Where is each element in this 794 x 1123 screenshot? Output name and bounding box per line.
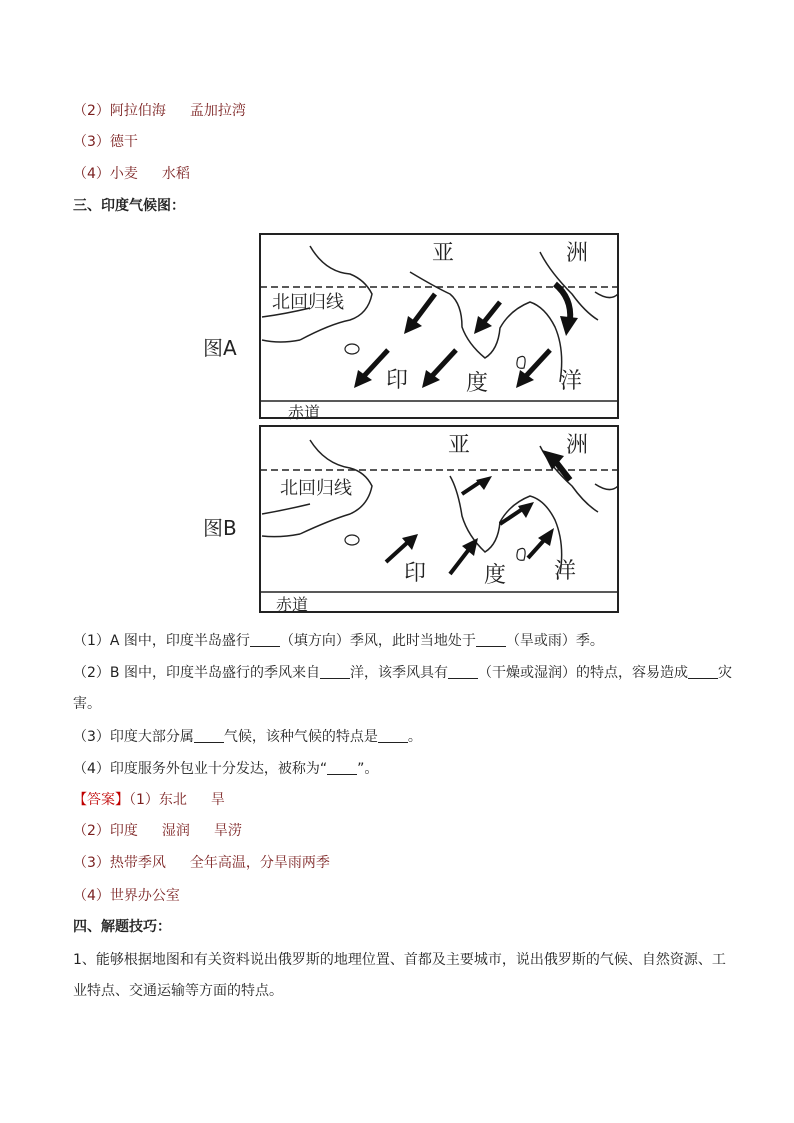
answer-line-3 — [73, 132, 138, 152]
label-asia-2: 洲 — [566, 241, 589, 266]
section-4-paragraph-line-2: 业特点、交通运输等方面的特点。 — [73, 983, 283, 999]
answer-blank[interactable] — [476, 632, 506, 647]
label-tropic: 北回归线 — [280, 478, 352, 499]
answer-2: （2）印度 湿润 旱涝 — [73, 823, 242, 839]
section-4-title: 四、解题技巧： — [73, 919, 171, 935]
answer-label: 【答案】 — [73, 792, 129, 808]
label-asia-1: 亚 — [432, 241, 455, 266]
label-asia-1: 亚 — [448, 433, 471, 458]
figure-b-label: 图B — [203, 516, 237, 540]
answer-value: 水稻 — [161, 166, 190, 182]
answer-value: 阿拉伯海 — [109, 103, 166, 119]
answer-1: 【答案】（1）东北 旱 — [73, 792, 225, 808]
answer-value: 孟加拉湾 — [189, 103, 246, 119]
answer-number: （4） — [73, 166, 110, 182]
answer-value: 小麦 — [109, 166, 138, 182]
answer-number: （3） — [73, 134, 110, 150]
answer-blank[interactable] — [448, 664, 478, 679]
map-b — [200, 424, 620, 616]
answer-line-4 — [73, 164, 190, 184]
answer-line-2 — [73, 101, 246, 121]
label-ocean-2: 度 — [466, 371, 489, 396]
answer-blank[interactable] — [378, 728, 408, 743]
answer-number: （2） — [73, 103, 110, 119]
answer-blank[interactable] — [688, 664, 718, 679]
label-asia-2: 洲 — [566, 433, 589, 458]
question-1: （1）A 图中，印度半岛盛行 （填方向）季风，此时当地处于 （旱或雨）季。 — [73, 633, 604, 649]
answer-blank[interactable] — [194, 728, 224, 743]
map-a — [200, 232, 620, 422]
label-equator: 赤道 — [288, 403, 321, 422]
answer-4: （4）世界办公室 — [73, 888, 180, 904]
label-tropic: 北回归线 — [272, 292, 344, 313]
answer-3: （3）热带季风 全年高温，分旱雨两季 — [73, 855, 330, 871]
figure-a-label: 图A — [203, 336, 237, 360]
label-ocean-1: 印 — [386, 368, 409, 393]
question-3: （3）印度大部分属 气候，该种气候的特点是 。 — [73, 729, 422, 745]
label-ocean-3: 洋 — [554, 559, 577, 584]
label-ocean-3: 洋 — [560, 369, 583, 394]
answer-blank[interactable] — [327, 760, 357, 775]
question-2: （2）B 图中，印度半岛盛行的季风来自 洋，该季风具有 （干燥或湿润）的特点，容易造成 灾 — [73, 665, 732, 681]
label-ocean-2: 度 — [484, 563, 507, 588]
answer-value: 德干 — [109, 134, 138, 150]
section-3-title: 三、印度气候图： — [73, 198, 185, 214]
question-2-cont: 害。 — [73, 696, 101, 712]
answer-blank[interactable] — [250, 632, 280, 647]
question-4: （4）印度服务外包业十分发达，被称为“ ”。 — [73, 761, 379, 777]
section-4-paragraph-line-1: 1、能够根据地图和有关资料说出俄罗斯的地理位置、首都及主要城市，说出俄罗斯的气候、自然资源、工 — [73, 952, 726, 968]
label-equator: 赤道 — [276, 595, 309, 614]
answer-blank[interactable] — [320, 664, 350, 679]
label-ocean-1: 印 — [404, 561, 427, 586]
